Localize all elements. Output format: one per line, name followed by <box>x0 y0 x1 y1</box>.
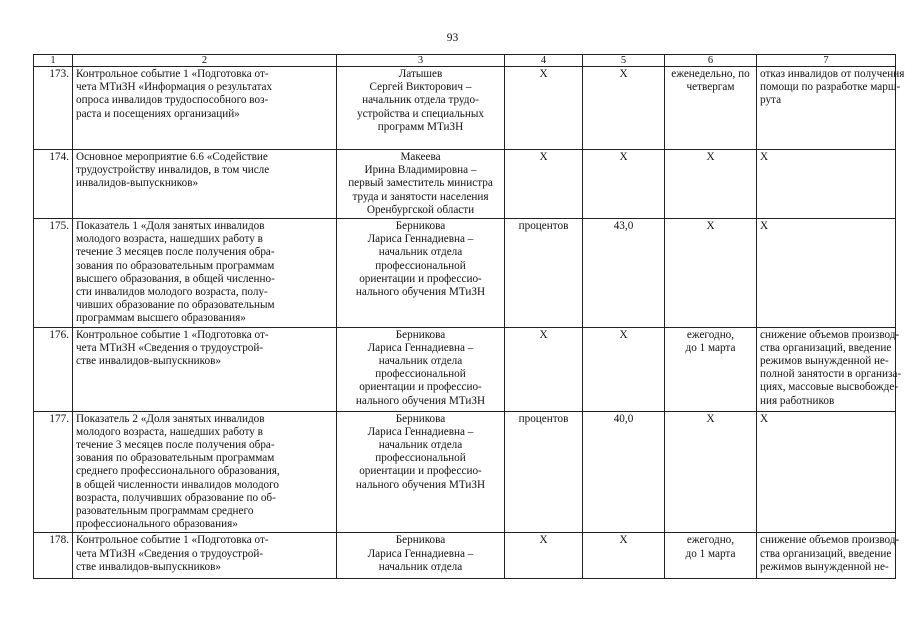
column-header: 7 <box>757 55 896 67</box>
cell-line: X <box>760 220 769 233</box>
row-responsible <box>337 411 505 533</box>
cell-line: Ирина Владимировна – <box>364 164 477 177</box>
cell-line: в общей численности инвалидов молодого <box>76 478 280 491</box>
cell-line: стве инвалидов-выпускников» <box>76 355 221 368</box>
cell-line: до 1 марта <box>685 341 736 354</box>
row-unit <box>505 327 583 411</box>
cell-line: X <box>760 412 769 425</box>
row-number: 175. <box>34 219 73 328</box>
header-row <box>34 55 896 67</box>
cell-line: программ МТиЗН <box>377 120 464 133</box>
table-row <box>34 327 896 411</box>
column-header: 4 <box>505 55 583 67</box>
cell-line: Берникова <box>395 328 446 341</box>
row-description <box>73 533 337 579</box>
cell-line: начальник отдела <box>378 439 463 452</box>
cell-line: нального обучения МТиЗН <box>355 286 486 299</box>
cell-line: сти инвалидов молодого возраста, полу- <box>76 286 268 299</box>
row-number: 174. <box>34 150 73 219</box>
cell-line: ориентации и профессио- <box>359 381 482 394</box>
cell-line: инвалидов-выпускников» <box>76 177 199 190</box>
row-value <box>583 150 665 219</box>
column-header: 6 <box>665 55 757 67</box>
cell-line: чета МТиЗН «Информация о результатах <box>76 81 273 94</box>
cell-line: ства организаций, введение <box>760 341 892 354</box>
cell-line: профессиональной <box>375 452 466 465</box>
page-number: 93 <box>446 32 459 44</box>
row-number: 176. <box>34 327 73 411</box>
cell-line: высшего образования, в общей численно- <box>76 272 275 285</box>
cell-line: Лариса Геннадиевна – <box>367 547 474 560</box>
cell-line: профессионального образования» <box>76 518 238 531</box>
row-unit <box>505 67 583 150</box>
table-row <box>34 219 896 328</box>
cell-line: Контрольное событие 1 «Подготовка от- <box>76 534 269 547</box>
row-responsible <box>337 533 505 579</box>
cell-line: рута <box>760 94 782 107</box>
cell-line: Показатель 1 «Доля занятых инвалидов <box>76 220 265 233</box>
cell-line: чивших образование по образовательным <box>76 299 275 312</box>
cell-line: течение 3 месяцев после получения обра- <box>76 439 275 452</box>
cell-line: ежегодно, <box>686 534 735 547</box>
cell-line: Лариса Геннадиевна – <box>367 425 474 438</box>
row-risks <box>757 411 896 533</box>
cell-line: процентов <box>518 220 569 233</box>
cell-line: помощи по разработке марш- <box>760 81 901 94</box>
cell-line: Оренбургской области <box>366 203 475 216</box>
cell-line: начальник отдела трудо- <box>362 94 479 107</box>
cell-line: программам высшего образования» <box>76 312 246 325</box>
cell-line: возраста, получивших образование по об- <box>76 491 276 504</box>
row-unit <box>505 533 583 579</box>
cell-line: X <box>706 151 715 163</box>
cell-line: начальник отдела <box>378 355 463 368</box>
cell-line: X <box>706 220 715 233</box>
row-value <box>583 219 665 328</box>
row-responsible <box>337 327 505 411</box>
column-header: 5 <box>583 55 665 67</box>
cell-line: Берникова <box>395 412 446 425</box>
cell-line: X <box>539 328 548 341</box>
row-value <box>583 327 665 411</box>
cell-line: начальник отдела <box>378 246 463 259</box>
cell-line: X <box>539 151 548 163</box>
cell-line: процентов <box>518 412 569 425</box>
cell-line: профессиональной <box>375 259 466 272</box>
cell-line: профессиональной <box>375 368 466 381</box>
row-risks <box>757 533 900 579</box>
cell-line: ориентации и профессио- <box>359 272 482 285</box>
cell-line: течение 3 месяцев после получения обра- <box>76 246 275 259</box>
cell-line: Берникова <box>395 534 446 547</box>
cell-line: опроса инвалидов трудоспособного воз- <box>76 94 269 107</box>
table-row <box>34 411 896 533</box>
row-value <box>583 411 665 533</box>
row-deadline <box>665 533 757 579</box>
table-body <box>34 67 905 579</box>
row-risks <box>757 327 902 411</box>
row-deadline <box>665 327 757 411</box>
row-unit <box>505 150 583 219</box>
cell-line: X <box>706 412 715 425</box>
cell-line: Сергей Викторович – <box>369 81 472 94</box>
table-row <box>34 150 896 219</box>
row-number: 177. <box>34 411 73 533</box>
cell-line: Латышев <box>398 68 443 80</box>
row-deadline <box>665 411 757 533</box>
row-description <box>73 219 337 328</box>
row-risks <box>757 219 896 328</box>
cell-line: начальник отдела <box>378 560 463 573</box>
cell-line: Лариса Геннадиевна – <box>367 233 474 246</box>
cell-line: трудоустройству инвалидов, в том числе <box>76 164 270 177</box>
row-value <box>583 533 665 579</box>
cell-line: Лариса Геннадиевна – <box>367 341 474 354</box>
cell-line: режимов вынужденной не- <box>760 355 889 368</box>
cell-line: режимов вынужденной не- <box>760 560 889 573</box>
cell-line: снижение объемов производ- <box>760 328 900 341</box>
cell-line: еженедельно, по <box>671 68 750 80</box>
row-unit <box>505 219 583 328</box>
row-description <box>73 327 337 411</box>
row-deadline <box>665 67 757 150</box>
cell-line: 40,0 <box>613 412 634 425</box>
cell-line: первый заместитель министра <box>348 177 493 190</box>
cell-line: среднего профессионального образования, <box>76 465 280 478</box>
cell-line: X <box>539 534 548 547</box>
cell-line: X <box>619 534 628 547</box>
cell-line: ежегодно, <box>686 328 735 341</box>
cell-line: 43,0 <box>613 220 634 233</box>
row-unit <box>505 411 583 533</box>
cell-line: циях, массовые высвобожде- <box>760 381 899 394</box>
cell-line: до 1 марта <box>685 547 736 560</box>
cell-line: X <box>760 151 769 163</box>
cell-line: полной занятости в организа- <box>760 368 902 381</box>
cell-line: молодого возраста, нашедших работу в <box>76 233 263 246</box>
plan-table <box>33 54 905 579</box>
row-description <box>73 411 337 533</box>
cell-line: Контрольное событие 1 «Подготовка от- <box>76 68 269 80</box>
row-risks <box>757 150 896 219</box>
cell-line: Макеева <box>400 151 441 163</box>
cell-line: нального обучения МТиЗН <box>355 478 486 491</box>
cell-line: X <box>619 68 628 80</box>
row-description <box>73 67 337 150</box>
cell-line: Основное мероприятие 6.6 «Содействие <box>76 151 268 163</box>
column-header: 3 <box>337 55 505 67</box>
row-deadline <box>665 150 757 219</box>
table-row <box>34 533 896 579</box>
cell-line: зования по образовательным программам <box>76 452 275 465</box>
cell-line: Контрольное событие 1 «Подготовка от- <box>76 328 269 341</box>
table-row <box>34 67 896 150</box>
row-deadline <box>665 219 757 328</box>
cell-line: нального обучения МТиЗН <box>355 394 486 407</box>
row-number: 173. <box>34 67 73 150</box>
cell-line: зования по образовательным программам <box>76 259 275 272</box>
row-number: 178. <box>34 533 73 579</box>
cell-line: чета МТиЗН «Сведения о трудоустрой- <box>76 341 264 354</box>
row-responsible <box>337 67 505 150</box>
cell-line: раста и посещениях организаций» <box>76 107 240 120</box>
cell-line: X <box>619 328 628 341</box>
cell-line: X <box>539 68 548 80</box>
column-header: 1 <box>34 55 73 67</box>
cell-line: чета МТиЗН «Сведения о трудоустрой- <box>76 547 264 560</box>
cell-line: Показатель 2 «Доля занятых инвалидов <box>76 412 265 425</box>
cell-line: ства организаций, введение <box>760 547 892 560</box>
cell-line: стве инвалидов-выпускников» <box>76 560 221 573</box>
cell-line: Берникова <box>395 220 446 233</box>
cell-line: четвергам <box>686 81 735 94</box>
column-header: 2 <box>73 55 337 67</box>
cell-line: молодого возраста, нашедших работу в <box>76 425 263 438</box>
cell-line: разовательным программам среднего <box>76 505 254 518</box>
cell-line: снижение объемов производ- <box>760 534 900 547</box>
cell-line: труда и занятости населения <box>352 190 489 203</box>
row-responsible <box>337 219 505 328</box>
row-value <box>583 67 665 150</box>
row-description <box>73 150 337 219</box>
cell-line: X <box>619 151 628 163</box>
cell-line: устройства и специальных <box>356 107 485 120</box>
cell-line: отказ инвалидов от получения <box>760 68 905 80</box>
cell-line: ориентации и профессио- <box>359 465 482 478</box>
cell-line: ния работников <box>760 394 835 407</box>
row-responsible <box>337 150 505 219</box>
row-risks <box>757 67 905 150</box>
